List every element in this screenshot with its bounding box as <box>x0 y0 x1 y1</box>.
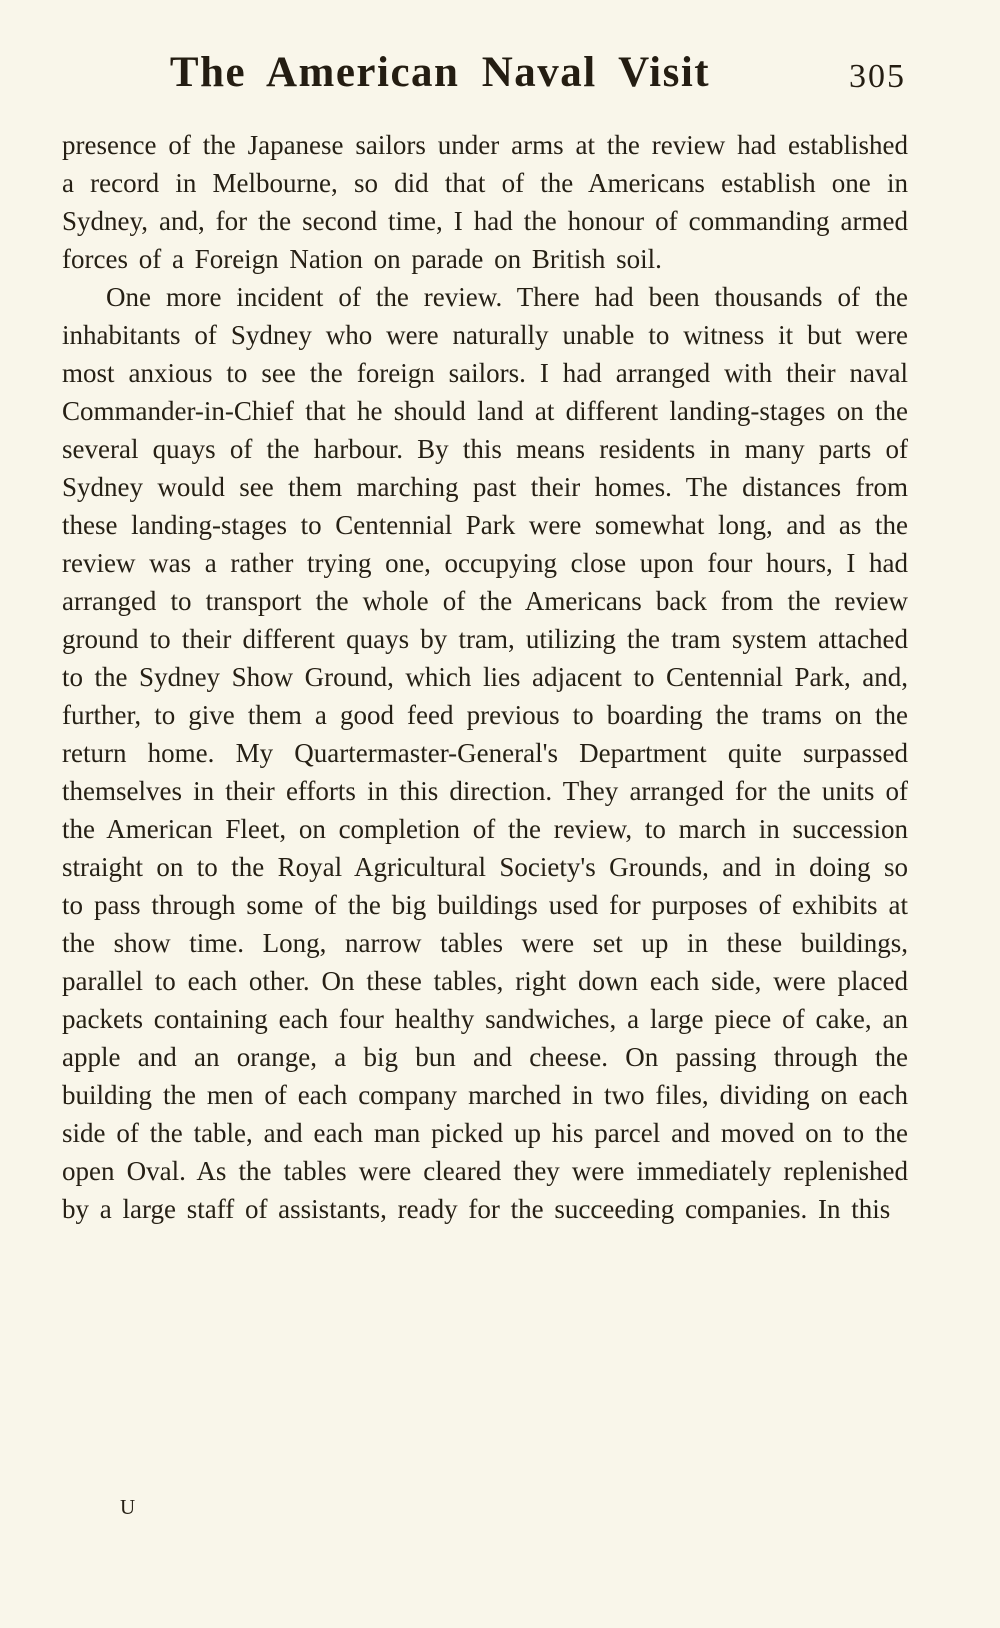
page-header <box>62 48 908 118</box>
body-text <box>62 126 908 1228</box>
page-number: 305 <box>849 58 906 95</box>
printer-signature-mark: U <box>120 1495 137 1519</box>
page-title: The American Naval Visit <box>169 49 711 96</box>
paragraph-review-incident: One more incident of the review. There had been thousands of the inhabitants of Sydney who were naturally unable to witness it but were most anxious to see the foreign sailors. I had arranged with their naval Commander-in-Chief that he should land at different landing-stages on the several quays of the harbour. By this means residents in many parts of Sydney would see them marching past their homes. The distances from these landing-stages to Centennial Park were somewhat long, and as the review was a rather trying one, occupying close upon four hours, I had arranged to transport the whole of the Americans back from the review ground to their different quays by tram, utilizing the tram system attached to the Sydney Show Ground, which lies adjacent to Centennial Park, and, further, to give them a good feed previous to boarding the trams on the return home. My Quartermaster-General's Department quite surpassed themselves in their efforts in this direction. They arranged for the units of the American Fleet, on completion of the review, to march in succession straight on to the Royal Agricultural Society's Grounds, and in doing so to pass through some of the big buildings used for purposes of exhibits at the show time. Long, narrow tables were set up in these buildings, parallel to each other. On these tables, right down each side, were placed packets containing each four healthy sandwiches, a large piece of cake, an apple and an orange, a big bun and cheese. On passing through the building the men of each company marched in two files, dividing on each side of the table, and each man picked up his parcel and moved on to the open Oval. As the tables were cleared they were immediately replenished by a large staff of assistants, ready for the succeeding companies. In this <box>62 282 908 1224</box>
page-content <box>62 48 908 1228</box>
paragraph-continuation: presence of the Japanese sailors under arms at the review had established a record in Melbourne, so did that of the Americans establish one in Sydney, and, for the second time, I had the honour of commanding armed forces of a Foreign Nation on parade on British soil. <box>62 130 908 274</box>
